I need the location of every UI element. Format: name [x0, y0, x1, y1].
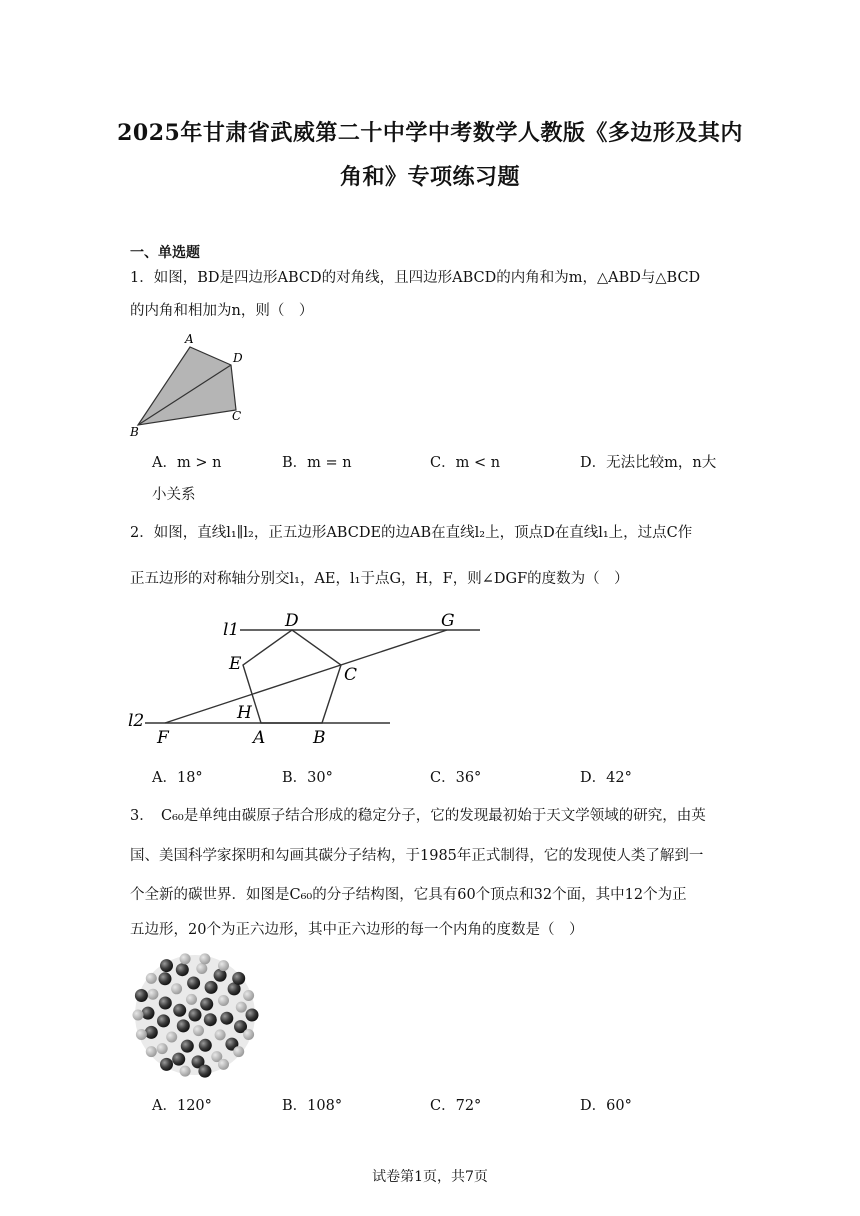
carbon-atom: [135, 989, 148, 1002]
q2-line-2: 正五边形的对称轴分别交l₁，AE，l₁于点G，H，F，则∠DGF的度数为（ ）: [130, 571, 629, 587]
q2-option-d: D．42°: [580, 770, 632, 786]
carbon-atom: [159, 972, 172, 985]
carbon-atom: [199, 953, 210, 964]
carbon-atom: [136, 1029, 147, 1040]
q2-line-1: 2．如图，直线l₁∥l₂，正五边形ABCDE的边AB在直线l₂上，顶点D在直线l₁上，过点C作: [130, 525, 693, 541]
carbon-atom: [187, 977, 200, 990]
q1-line-1: 1．如图，BD是四边形ABCD的对角线，且四边形ABCD的内角和为m，△ABD与△BCD: [130, 270, 701, 286]
q2-label-c: C: [344, 665, 358, 685]
q3-line-3: 个全新的碳世界．如图是C₆₀的分子结构图，它具有60个顶点和32个面，其中12个为正: [130, 887, 687, 903]
carbon-atom: [198, 1065, 211, 1078]
carbon-atom: [193, 1025, 204, 1036]
carbon-atom: [159, 997, 172, 1010]
q1-option-a: A．m > n: [152, 455, 222, 471]
carbon-atom: [218, 1059, 229, 1070]
q1-label-d: D: [233, 351, 243, 365]
carbon-atom: [181, 1040, 194, 1053]
q2-label-b: B: [313, 728, 326, 748]
carbon-atom: [233, 1046, 244, 1057]
carbon-atom: [218, 995, 229, 1006]
carbon-atom: [145, 1026, 158, 1039]
carbon-atom: [171, 983, 182, 994]
q1-label-a: A: [185, 332, 194, 346]
carbon-atom: [200, 998, 213, 1011]
carbon-atom: [160, 959, 173, 972]
q3-line-4: 五边形，20个为正六边形，其中正六边形的每一个内角的度数是（ ）: [130, 922, 584, 938]
page-footer: 试卷第1页，共7页: [372, 1169, 488, 1185]
q2-label-e: E: [229, 654, 242, 674]
carbon-atom: [199, 1039, 212, 1052]
carbon-atom: [146, 1046, 157, 1057]
q1-figure: [128, 330, 258, 440]
q3-option-a: A．120°: [152, 1098, 212, 1114]
carbon-atom: [218, 960, 229, 971]
carbon-atom: [189, 1009, 202, 1022]
q2-label-a: A: [253, 728, 266, 748]
c60-molecule-image: [128, 950, 263, 1080]
carbon-atom: [173, 1004, 186, 1017]
q1-option-b: B．m = n: [282, 455, 352, 471]
carbon-atom: [196, 963, 207, 974]
carbon-atom: [166, 1032, 177, 1043]
carbon-atom: [236, 1002, 247, 1013]
q2-option-a: A．18°: [152, 770, 203, 786]
carbon-atom: [243, 1029, 254, 1040]
carbon-atom: [215, 1029, 226, 1040]
carbon-atom: [205, 981, 218, 994]
q1-label-c: C: [232, 409, 242, 423]
q2-label-d: D: [285, 611, 299, 631]
title-line-1: 2025年甘肃省武威第二十中学中考数学人教版《多边形及其内: [117, 120, 743, 146]
section-heading: 一、单选题: [130, 245, 200, 261]
q2-option-c: C．36°: [430, 770, 482, 786]
q3-line-1: 3． C₆₀是单纯由碳原子结合形成的稳定分子，它的发现最初始于天文学领域的研究，由英: [130, 808, 706, 824]
carbon-atom: [220, 1012, 233, 1025]
q2-label-h: H: [237, 703, 252, 723]
carbon-atom: [186, 994, 197, 1005]
carbon-atom: [133, 1010, 144, 1021]
carbon-atom: [204, 1013, 217, 1026]
q2-option-b: B．30°: [282, 770, 333, 786]
carbon-atom: [172, 1053, 185, 1066]
carbon-atom: [246, 1009, 259, 1022]
q2-figure: [125, 605, 495, 750]
q1-option-d-cont: 小关系: [152, 487, 196, 503]
q1-option-d: D．无法比较m，n大: [580, 455, 717, 471]
carbon-atom: [157, 1043, 168, 1054]
q1-label-b: B: [130, 425, 139, 439]
q2-label-l1: l1: [223, 620, 240, 640]
carbon-atom: [180, 1066, 191, 1077]
q3-option-d: D．60°: [580, 1098, 632, 1114]
q1-option-c: C．m < n: [430, 455, 501, 471]
carbon-atom: [243, 990, 254, 1001]
q1-line-2: 的内角和相加为n，则（ ）: [130, 303, 314, 319]
carbon-atom: [232, 972, 245, 985]
q3-line-2: 国、美国科学家探明和勾画其碳分子结构，于1985年正式制得，它的发现使人类了解到一: [130, 848, 704, 864]
q3-option-c: C．72°: [430, 1098, 482, 1114]
carbon-atom: [147, 989, 158, 1000]
carbon-atom: [176, 963, 189, 976]
carbon-atom: [180, 953, 191, 964]
carbon-atom: [177, 1019, 190, 1032]
carbon-atom: [160, 1058, 173, 1071]
carbon-atom: [146, 973, 157, 984]
q2-label-f: F: [157, 728, 169, 748]
q3-option-b: B．108°: [282, 1098, 343, 1114]
q2-label-l2: l2: [128, 711, 145, 731]
carbon-atom: [157, 1014, 170, 1027]
title-line-2: 角和》专项练习题: [339, 164, 520, 190]
q2-label-g: G: [441, 611, 455, 631]
carbon-atom: [142, 1007, 155, 1020]
